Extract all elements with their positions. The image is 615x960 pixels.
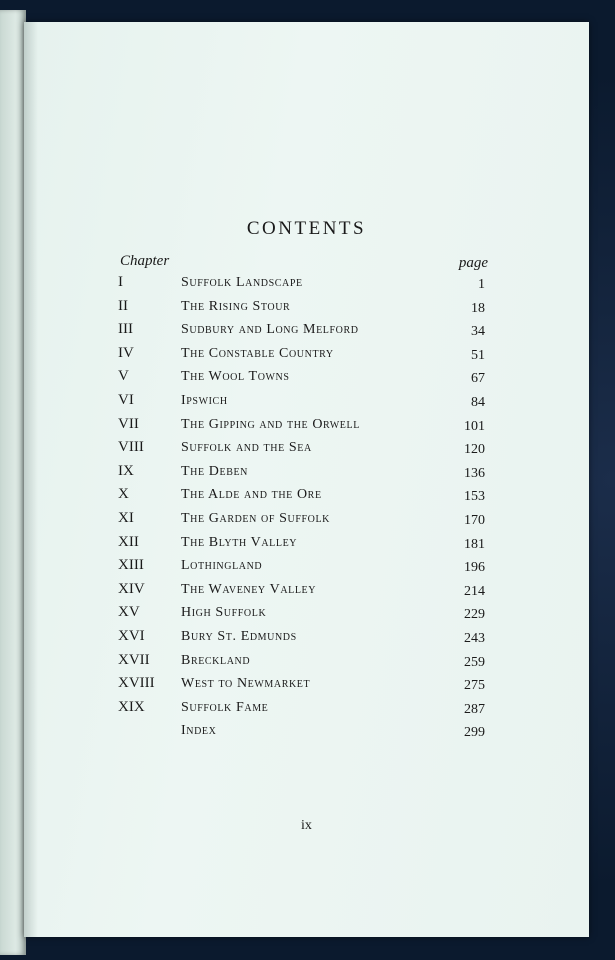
chapter-page-number: 153 [464, 489, 485, 505]
chapter-title: West to Newmarket [181, 676, 311, 692]
chapter-title: The Alde and the Ore [181, 487, 322, 503]
chapter-numeral: XIV [118, 580, 145, 597]
left-page-edge [0, 10, 26, 955]
contents-entry [24, 437, 589, 461]
chapter-page-number: 170 [464, 512, 485, 528]
chapter-title: Suffolk Landscape [181, 275, 303, 290]
chapter-numeral: I [118, 274, 123, 290]
chapter-page-number: 196 [464, 560, 485, 576]
chapter-title: The Wool Towns [181, 369, 290, 385]
contents-entry [24, 579, 589, 603]
chapter-column-heading: Chapter [120, 253, 170, 269]
contents-entry [24, 319, 589, 343]
chapter-numeral: IV [118, 344, 134, 361]
contents-title: CONTENTS [246, 218, 367, 239]
chapter-title: The Waveney Valley [181, 581, 317, 597]
contents-entry [24, 673, 589, 697]
contents-entry [24, 390, 589, 414]
chapter-numeral: X [118, 486, 129, 503]
chapter-title: The Rising Stour [181, 298, 291, 314]
chapter-page-number: 214 [464, 583, 485, 599]
chapter-page-number: 181 [464, 536, 485, 552]
contents-entry [24, 602, 589, 626]
contents-entry [24, 272, 589, 296]
contents-entry [24, 555, 589, 579]
chapter-title: Lothingland [181, 558, 263, 574]
chapter-page-number: 84 [471, 394, 485, 410]
chapter-page-number: 243 [464, 630, 485, 646]
chapter-title: Sudbury and Long Melford [181, 322, 359, 338]
chapter-title: Suffolk and the Sea [181, 440, 312, 456]
chapter-title: Ipswich [181, 392, 228, 408]
chapter-title: The Constable Country [181, 345, 334, 361]
chapter-title: Bury St. Edmunds [181, 628, 297, 644]
chapter-numeral: VI [118, 391, 134, 408]
contents-entry [24, 296, 589, 320]
chapter-page-number: 101 [464, 418, 485, 434]
chapter-page-number: 287 [464, 701, 485, 717]
book-page [24, 22, 589, 937]
chapter-title: High Suffolk [181, 605, 267, 621]
chapter-page-number: 136 [464, 465, 485, 481]
page-column-heading: page [458, 255, 488, 271]
chapter-numeral: XIX [118, 698, 145, 715]
contents-entry [24, 508, 589, 532]
contents-entry [24, 414, 589, 438]
chapter-numeral: III [118, 321, 133, 338]
contents-entry [24, 720, 589, 744]
chapter-numeral: II [118, 297, 128, 314]
chapter-numeral: XIII [118, 557, 144, 574]
chapter-numeral: XII [118, 533, 139, 550]
contents-entry [24, 366, 589, 390]
contents-entry [24, 461, 589, 485]
chapter-page-number: 259 [464, 654, 485, 670]
chapter-title: The Blyth Valley [181, 534, 298, 550]
chapter-numeral: XVII [118, 651, 150, 668]
chapter-numeral: XV [118, 604, 140, 621]
chapter-numeral: XI [118, 509, 134, 526]
chapter-page-number: 299 [464, 725, 485, 741]
contents-entry [24, 626, 589, 650]
chapter-page-number: 67 [471, 371, 485, 387]
chapter-numeral: XVIII [118, 675, 155, 692]
chapter-title: The Garden of Suffolk [181, 510, 331, 526]
chapter-page-number: 34 [471, 324, 485, 340]
chapter-page-number: 229 [464, 607, 485, 623]
table-of-contents [24, 272, 589, 744]
page-folio: ix [301, 818, 312, 833]
chapter-page-number: 18 [471, 300, 485, 316]
contents-entry [24, 532, 589, 556]
chapter-title: Suffolk Fame [181, 699, 269, 715]
chapter-title: Breckland [181, 652, 251, 668]
chapter-title: The Gipping and the Orwell [181, 416, 360, 432]
chapter-page-number: 275 [464, 678, 485, 694]
chapter-title: Index [181, 723, 217, 739]
chapter-page-number: 1 [478, 277, 485, 292]
chapter-page-number: 120 [464, 442, 485, 458]
chapter-page-number: 51 [471, 347, 485, 363]
contents-entry [24, 343, 589, 367]
chapter-numeral: V [118, 368, 129, 385]
chapter-numeral: IX [118, 462, 134, 479]
contents-entry [24, 484, 589, 508]
contents-entry [24, 697, 589, 721]
chapter-numeral: VIII [118, 439, 144, 456]
chapter-numeral: XVI [118, 627, 145, 644]
contents-entry [24, 650, 589, 674]
chapter-numeral: VII [118, 415, 139, 432]
chapter-title: The Deben [181, 463, 249, 479]
